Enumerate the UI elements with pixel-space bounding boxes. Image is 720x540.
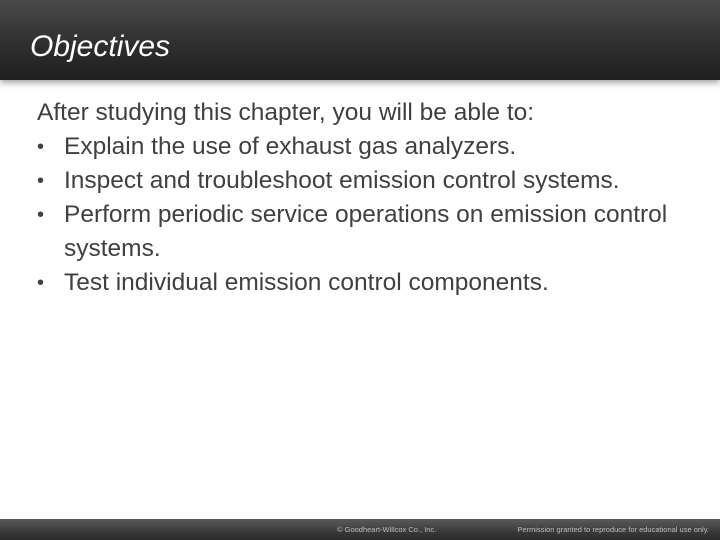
list-item-text: Explain the use of exhaust gas analyzers. bbox=[64, 133, 517, 160]
list-item bbox=[37, 164, 707, 198]
footer-bar bbox=[0, 519, 720, 540]
objectives-list bbox=[37, 130, 707, 300]
list-item-text: Test individual emission control components. bbox=[64, 269, 549, 296]
intro-text: After studying this chapter, you will be able to: bbox=[37, 99, 535, 126]
title-bar bbox=[0, 0, 720, 80]
bullet-icon: • bbox=[37, 204, 45, 226]
list-item bbox=[37, 130, 707, 164]
copyright-text: © Goodheart-Willcox Co., Inc. bbox=[337, 525, 437, 534]
slide-title: Objectives bbox=[30, 30, 171, 63]
permission-text: Permission granted to reproduce for educational use only. bbox=[517, 525, 709, 534]
bullet-icon: • bbox=[37, 272, 45, 294]
bullet-icon: • bbox=[37, 170, 45, 192]
slide-content bbox=[37, 96, 707, 300]
list-item bbox=[37, 198, 707, 266]
list-item-text: Inspect and troubleshoot emission control systems. bbox=[64, 167, 620, 194]
bullet-icon: • bbox=[37, 136, 45, 158]
list-item bbox=[37, 266, 707, 300]
list-item-text: Perform periodic service operations on emission control systems. bbox=[64, 201, 668, 262]
